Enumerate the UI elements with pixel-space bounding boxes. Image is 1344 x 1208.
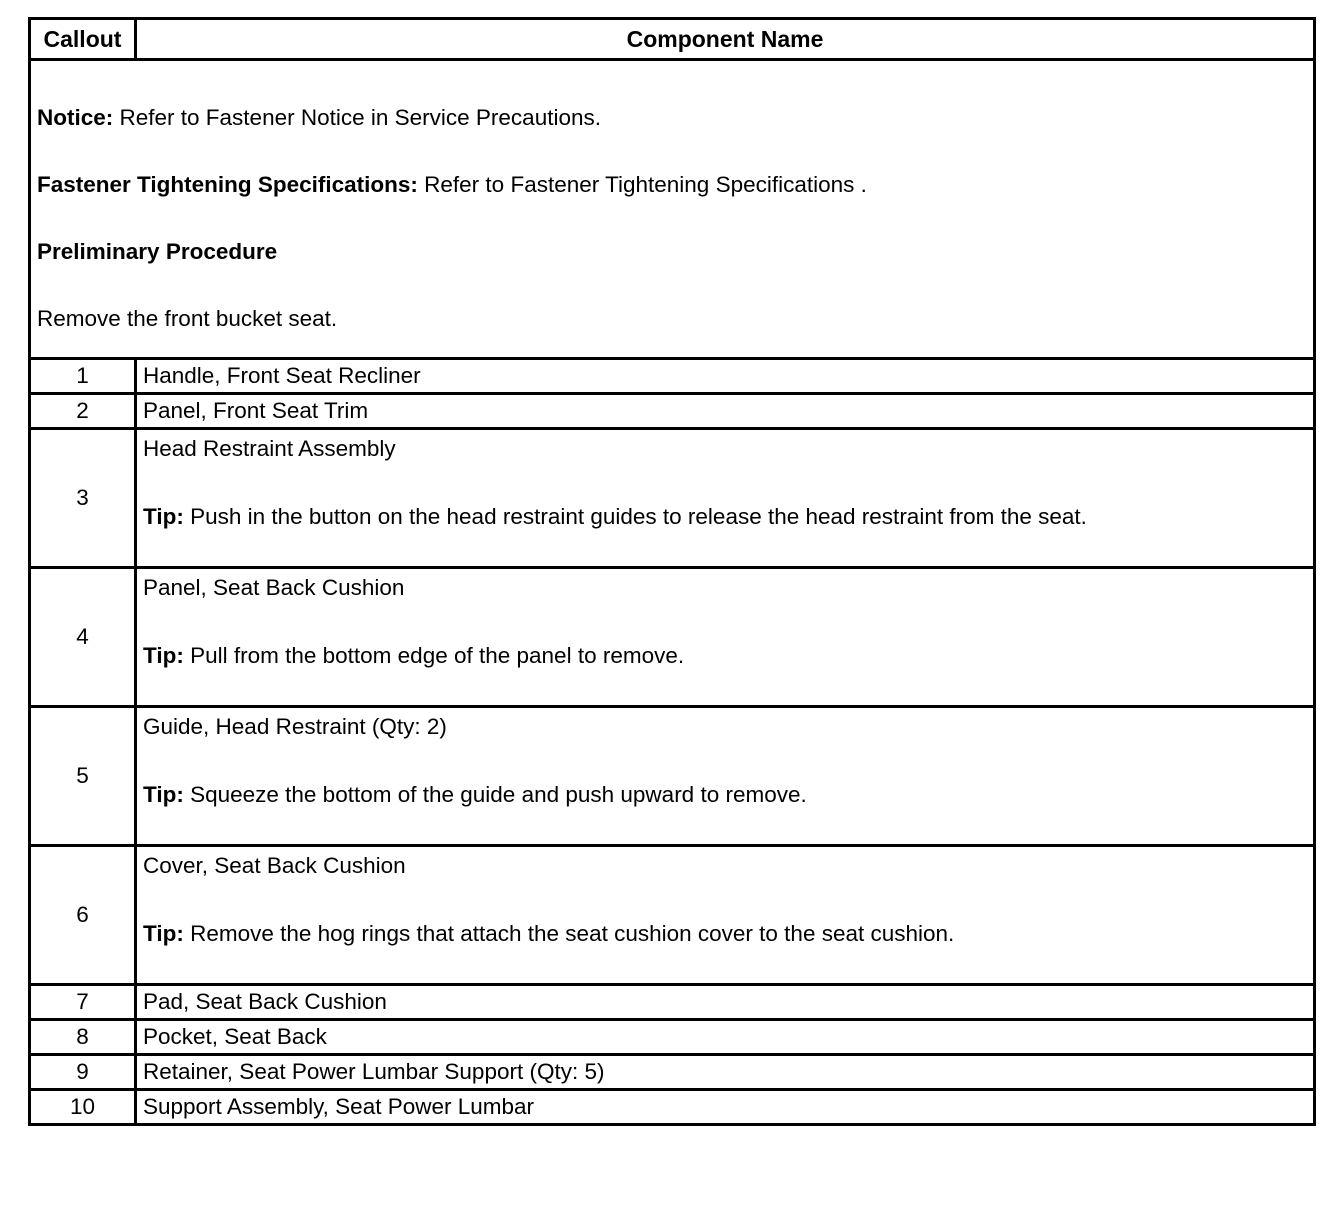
tip-text: Tip: Pull from the bottom edge of the panel to remove. [143,643,685,668]
fastener-label: Fastener Tightening Specifications: [37,172,418,197]
table-row [30,985,1315,1020]
tip-text: Tip: Push in the button on the head restraint guides to release the head restraint from the seat. [143,504,1087,529]
component-name: Handle, Front Seat Recliner [136,359,1315,394]
preliminary-text: Remove the front bucket seat. [37,306,338,331]
tip-label: Tip: [143,643,184,668]
tip-label: Tip: [143,921,184,946]
component-name: Panel, Seat Back Cushion [143,575,405,600]
callout-number: 2 [30,394,136,429]
table-row [30,1090,1315,1125]
callout-number: 10 [30,1090,136,1125]
tip-text: Tip: Squeeze the bottom of the guide and push upward to remove. [143,782,807,807]
notice-line [37,101,1313,135]
component-table [28,17,1316,1126]
callout-number: 8 [30,1020,136,1055]
table-row [30,359,1315,394]
component-name: Head Restraint Assembly [143,436,396,461]
component-name: Guide, Head Restraint (Qty: 2) [143,714,447,739]
table-row [30,394,1315,429]
callout-number: 5 [30,707,136,846]
callout-number: 9 [30,1055,136,1090]
notes-row [30,60,1315,359]
callout-header: Callout [30,19,136,60]
tip-label: Tip: [143,504,184,529]
table-row [30,1020,1315,1055]
table-row [30,846,1315,985]
notice-label: Notice: [37,105,114,130]
table-row [30,429,1315,568]
header-row [30,19,1315,60]
component-name: Support Assembly, Seat Power Lumbar [136,1090,1315,1125]
tip-label: Tip: [143,782,184,807]
component-name-header: Component Name [136,19,1315,60]
callout-number: 4 [30,568,136,707]
notes-cell [30,60,1315,359]
fastener-line [37,168,1313,202]
fastener-text: Refer to Fastener Tightening Specifications . [417,172,867,197]
component-name: Panel, Front Seat Trim [136,394,1315,429]
table-row [30,568,1315,707]
component-name: Cover, Seat Back Cushion [143,853,406,878]
table-row [30,1055,1315,1090]
callout-number: 3 [30,429,136,568]
callout-number: 1 [30,359,136,394]
component-name: Retainer, Seat Power Lumbar Support (Qty: 5) [136,1055,1315,1090]
notice-text: Refer to Fastener Notice in Service Precautions. [113,105,601,130]
callout-number: 7 [30,985,136,1020]
preliminary-heading: Preliminary Procedure [37,239,278,264]
table-row [30,707,1315,846]
callout-number: 6 [30,846,136,985]
component-name: Pad, Seat Back Cushion [136,985,1315,1020]
tip-text: Tip: Remove the hog rings that attach the seat cushion cover to the seat cushion. [143,921,955,946]
component-name: Pocket, Seat Back [136,1020,1315,1055]
